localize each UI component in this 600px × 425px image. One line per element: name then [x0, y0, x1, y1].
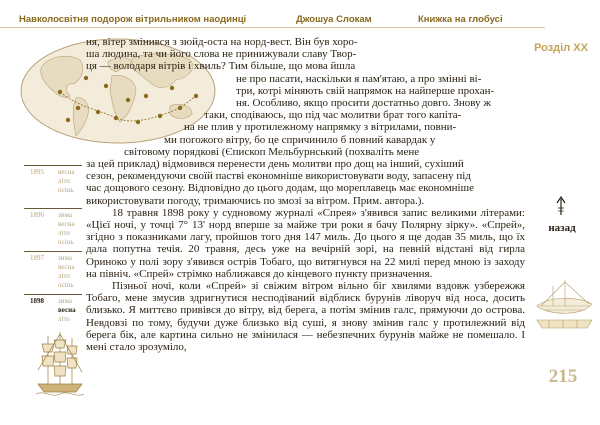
season-link[interactable]: літо: [58, 272, 70, 280]
book-title[interactable]: Навколосвітня подорож вітрильником наодинці: [19, 14, 247, 25]
year-label[interactable]: 1897: [30, 254, 44, 262]
paragraph: Пізньої ночі, коли «Спрей» зі свіжим вітром вільно біг хвилями вздовж узбережжя Тобаго, мене змусив здригнутися несподіваний відблиск бурунів ліворуч від носа, досить близько. Я миттєво привівся до вітру, від берега, а потім змінив галс, прямуючи до острова. Невдовзі по тому, будучи дуже близько від суші, я знову змінив галс у протилежний від берега бік, але картина сильно не змінилася — небезпечних бурунів майже не помешало. І мені стало зрозуміло,: [86, 280, 525, 354]
season-link[interactable]: осінь: [58, 238, 74, 246]
header-divider: [0, 27, 545, 28]
chapter-title: Розділ XX: [534, 42, 588, 54]
year-1895[interactable]: [24, 165, 82, 208]
season-link[interactable]: зима: [58, 297, 72, 305]
season-link[interactable]: весна: [58, 263, 75, 271]
season-link[interactable]: літо: [58, 315, 70, 323]
year-timeline: [24, 165, 82, 337]
season-link[interactable]: осінь: [58, 281, 74, 289]
year-label-current[interactable]: 1898: [30, 297, 44, 305]
year-label[interactable]: 1895: [30, 168, 44, 176]
series-name[interactable]: Книжка на глобусі: [418, 14, 503, 25]
season-current[interactable]: весна: [58, 306, 76, 314]
year-1896[interactable]: [24, 208, 82, 251]
article-body: [86, 36, 525, 353]
up-arrow-icon[interactable]: [556, 196, 566, 216]
season-link[interactable]: зима: [58, 211, 72, 219]
sailing-ship-illustration: [36, 330, 84, 400]
page-header: [0, 0, 600, 26]
paragraph: 18 травня 1898 року у судновому журналі «Спрея» з'явився запис великими літерами: «Цієї ночі, у точці 7° 13' норд вперше за майже три роки я бачу Полярну зірку». «Спрей», згідно з показниками лагу, пройшов того дня 147 миль. До цього я ще додав 35 миль, що їх дала попутна течія. 20 травня, десь уже на вечірній зорі, на певній відстані від гирла Ориноко у полі зору з'явився острів Тобаго, що витягнувся на 22 милі перед мною із заходу на північ. «Спрей» стрімко наближався до кінцевого пункту призначення.: [86, 206, 525, 280]
season-link[interactable]: літо: [58, 229, 70, 237]
year-label[interactable]: 1896: [30, 211, 44, 219]
back-link[interactable]: назад: [548, 222, 576, 234]
season-link[interactable]: весна: [58, 168, 75, 176]
page-number: 215: [548, 366, 578, 387]
author-name[interactable]: Джошуа Слокам: [296, 14, 372, 25]
season-link[interactable]: осінь: [58, 186, 74, 194]
season-link[interactable]: літо: [58, 177, 70, 185]
year-1897[interactable]: [24, 251, 82, 294]
season-link[interactable]: зима: [58, 254, 72, 262]
paragraph-continuation: ня, вітер змінився з зюйд-оста на норд-вест. Він був хоро- ша людина, та чи його слова не принижували славу Твор- ця — володаря вітрів і хвиль? Тим більше, що мова йшла не про пасати, наскільки я пам'ятаю, а про змінні ві- три, котрі міняють свій напрямок на найперше прохан- ня. Особливо, якщо просити достатньо довго. Знову ж таки, сподіваюсь, що під час молитви брат того капіта- на не плив у протилежному напрямку з вітрилами, повни- ми погожого вітру, бо це спричинило б повний кавардак у світовому порядкові (Єпископ Мельбурнський (похваліть мене за цей приклад) відмовився перенести день молитви про дощ на інший, сухіший сезон, рекомендуючи своїй пастві економніше використовувати воду, запасену під час дощового сезону. Відповідно до цього додам, що мореплавець має економніше використовувати погоду, тримаючись по змозі за вітром. Прим. автора.).: [86, 36, 495, 207]
ship-plan-illustration: [533, 276, 596, 334]
season-link[interactable]: весна: [58, 220, 75, 228]
